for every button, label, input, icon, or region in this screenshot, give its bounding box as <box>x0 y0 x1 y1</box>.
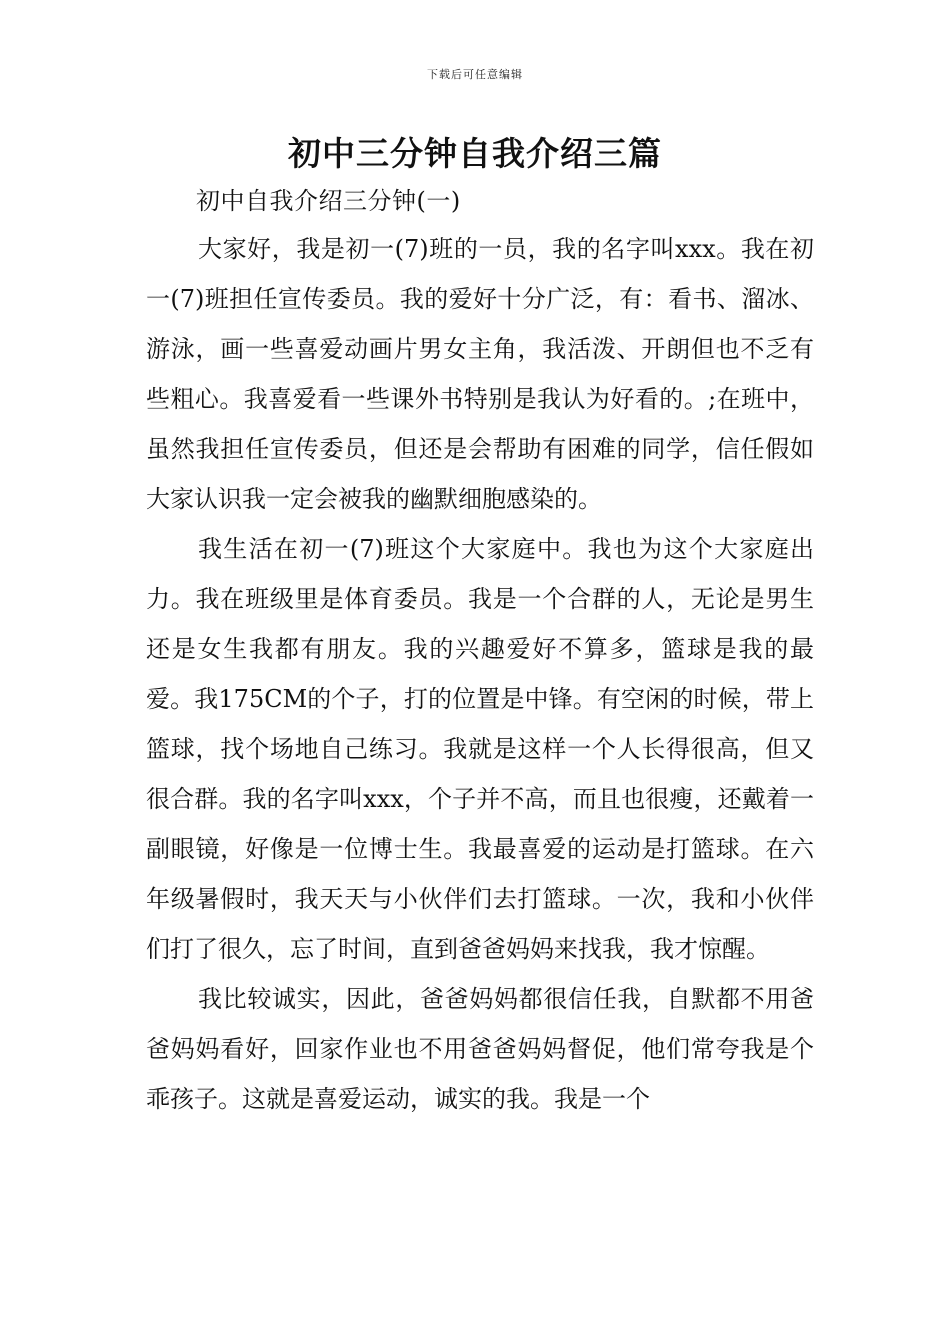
body-text <box>146 224 814 1124</box>
header-note: 下载后可任意编辑 <box>427 68 523 81</box>
document-title: 初中三分钟自我介绍三篇 <box>288 134 662 173</box>
paragraph-2: 我生活在初一(7)班这个大家庭中。我也为这个大家庭出力。我在班级里是体育委员。我是一个合群的人，无论是男生还是女生我都有朋友。我的兴趣爱好不算多，篮球是我的最爱。我175CM的个子，打的位置是中锋。有空闲的时候，带上篮球，找个场地自己练习。我就是这样一个人长得很高，但又很合群。我的名字叫xxx，个子并不高，而且也很瘦，还戴着一副眼镜，好像是一位博士生。我最喜爱的运动是打篮球。在六年级暑假时，我天天与小伙伴们去打篮球。一次，我和小伙伴们打了很久，忘了时间，直到爸爸妈妈来找我，我才惊醒。 <box>146 535 814 963</box>
paragraph-1: 大家好，我是初一(7)班的一员，我的名字叫xxx。我在初一(7)班担任宣传委员。我的爱好十分广泛，有：看书、溜冰、游泳，画一些喜爱动画片男女主角，我活泼、开朗但也不乏有些粗心。我喜爱看一些课外书特别是我认为好看的。;在班中，虽然我担任宣传委员，但还是会帮助有困难的同学，信任假如大家认识我一定会被我的幽默细胞感染的。 <box>146 235 814 513</box>
paragraph-3: 我比较诚实，因此，爸爸妈妈都很信任我，自默都不用爸爸妈妈看好，回家作业也不用爸爸妈妈督促，他们常夸我是个乖孩子。这就是喜爱运动，诚实的我。我是一个 <box>146 985 814 1113</box>
section-subtitle: 初中自我介绍三分钟(一) <box>196 187 461 215</box>
